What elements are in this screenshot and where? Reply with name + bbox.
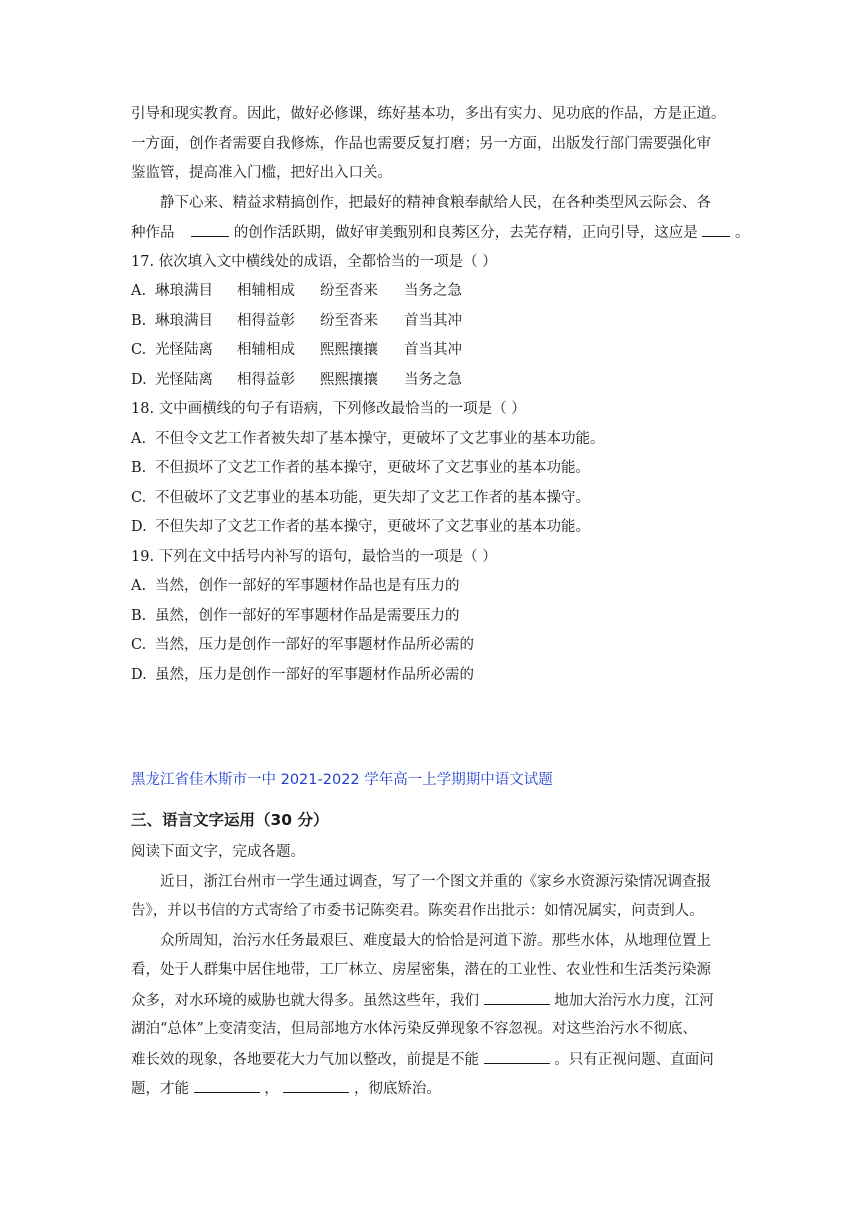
passage-line-with-blanks xyxy=(131,990,714,1011)
source-title-link[interactable]: 黑龙江省佳木斯市一中 2021-2022 学年高一上学期期中语文试题 xyxy=(131,772,553,788)
option-text: 不但损坏了文艺工作者的基本操守，更破坏了文艺事业的基本功能。 xyxy=(155,460,590,476)
question-17-option-c xyxy=(131,340,484,360)
section-heading: 三、语言文字运用（30 分） xyxy=(131,811,329,829)
question-18-stem: 18. 文中画横线的句子有语病，下列修改最恰当的一项是（ ） xyxy=(131,401,526,417)
question-18-option-d xyxy=(131,517,590,537)
question-18-option-a xyxy=(131,429,605,449)
passage-fragment: 地加大治污水力度，江河 xyxy=(554,993,714,1009)
question-19-option-a xyxy=(131,576,460,596)
passage-fragment: 种作品 xyxy=(131,225,175,241)
option-word: 相辅相成 xyxy=(237,283,295,299)
option-word: 相得益彰 xyxy=(237,313,295,329)
question-17-option-a xyxy=(131,281,484,301)
option-letter: A. xyxy=(131,283,147,299)
option-letter: D. xyxy=(131,372,147,388)
option-word: 纷至沓来 xyxy=(320,283,378,299)
option-text: 不但令文艺工作者被失却了基本操守，更破坏了文艺事业的基本功能。 xyxy=(155,431,605,447)
instruction-text: 阅读下面文字，完成各题。 xyxy=(131,844,305,860)
option-letter: C. xyxy=(131,637,147,653)
question-17-stem: 17. 依次填入文中横线处的成语，全都恰当的一项是（ ） xyxy=(131,254,497,270)
question-18-option-b xyxy=(131,458,590,478)
option-word: 琳琅满目 xyxy=(155,283,213,299)
option-letter: C. xyxy=(131,342,147,358)
option-word: 琳琅满目 xyxy=(155,313,213,329)
fill-blank xyxy=(283,1078,349,1093)
passage-line: 一方面，创作者需要自我修炼，作品也需要反复打磨；另一方面，出版发行部门需要强化审 xyxy=(131,136,711,152)
passage-line: 众所周知，治污水任务最艰巨、难度最大的恰恰是河道下游。那些水体，从地理位置上 xyxy=(160,933,711,949)
passage-fragment: 的创作活跃期，做好审美甄别和良莠区分，去芜存精，正向引导，这应是 xyxy=(233,225,698,241)
option-word: 熙熙攘攘 xyxy=(320,342,378,358)
option-word: 熙熙攘攘 xyxy=(320,372,378,388)
passage-fragment: 题，才能 xyxy=(131,1081,189,1097)
option-letter: A. xyxy=(131,578,147,594)
passage-line: 湖泊“总体”上变清变洁，但局部地方水体污染反弹现象不容忽视。对这些治污水不彻底、 xyxy=(131,1021,697,1037)
option-letter: C. xyxy=(131,490,147,506)
option-letter: B. xyxy=(131,608,147,624)
option-word: 纷至沓来 xyxy=(320,313,378,329)
passage-line: 看，处于人群集中居住地带，工厂林立、房屋密集，潜在的工业性、农业性和生活类污染源 xyxy=(131,962,711,978)
option-letter: D. xyxy=(131,667,147,683)
passage-line: 静下心来、精益求精搞创作，把最好的精神食粮奉献给人民，在各种类型风云际会、各 xyxy=(160,195,711,211)
option-text: 虽然，压力是创作一部好的军事题材作品所必需的 xyxy=(155,667,474,683)
option-word: 首当其冲 xyxy=(404,313,462,329)
option-word: 相得益彰 xyxy=(237,372,295,388)
fill-blank xyxy=(484,1049,550,1064)
option-letter: B. xyxy=(131,313,147,329)
option-letter: D. xyxy=(131,519,147,535)
question-17-option-b xyxy=(131,311,484,331)
passage-line: 引导和现实教育。因此，做好必修课，练好基本功，多出有实力、见功底的作品，方是正道。 xyxy=(131,106,726,122)
question-17-option-d xyxy=(131,370,484,390)
question-19-option-d xyxy=(131,665,474,685)
option-word: 当务之急 xyxy=(404,372,462,388)
passage-fragment: ，彻底矫治。 xyxy=(353,1081,441,1097)
option-word: 光怪陆离 xyxy=(155,342,213,358)
passage-line-with-blanks xyxy=(131,1049,714,1070)
option-word: 光怪陆离 xyxy=(155,372,213,388)
question-18-option-c xyxy=(131,488,590,508)
option-text: 当然，压力是创作一部好的军事题材作品所必需的 xyxy=(155,637,474,653)
question-19-option-c xyxy=(131,635,474,655)
fill-blank xyxy=(702,222,730,237)
passage-line: 近日，浙江台州市一学生通过调查，写了一个图文并重的《家乡水资源污染情况调查报 xyxy=(160,874,711,890)
option-text: 当然，创作一部好的军事题材作品也是有压力的 xyxy=(155,578,460,594)
passage-line: 告》，并以书信的方式寄给了市委书记陈奕君。陈奕君作出批示：如情况属实，问责到人。 xyxy=(131,903,704,919)
fill-blank xyxy=(194,1078,260,1093)
option-text: 虽然，创作一部好的军事题材作品是需要压力的 xyxy=(155,608,460,624)
option-word: 相辅相成 xyxy=(237,342,295,358)
passage-fragment: 众多，对水环境的威胁也就大得多。虽然这些年，我们 xyxy=(131,993,479,1009)
question-19-option-b xyxy=(131,606,460,626)
question-19-stem: 19. 下列在文中括号内补写的语句，最恰当的一项是（ ） xyxy=(131,549,497,565)
option-word: 当务之急 xyxy=(404,283,462,299)
fill-blank xyxy=(191,222,229,237)
passage-fragment: ， xyxy=(264,1081,279,1097)
option-letter: B. xyxy=(131,460,147,476)
option-word: 首当其冲 xyxy=(404,342,462,358)
passage-fragment: 。只有正视问题、直面问 xyxy=(554,1052,714,1068)
option-letter: A. xyxy=(131,431,147,447)
passage-line: 鉴监管，提高准入门槛，把好出入口关。 xyxy=(131,165,392,181)
passage-fragment: 。 xyxy=(734,225,750,241)
passage-line-with-blanks xyxy=(131,222,749,243)
passage-line-with-blanks xyxy=(131,1078,441,1099)
option-text: 不但破坏了文艺事业的基本功能，更失却了文艺工作者的基本操守。 xyxy=(155,490,590,506)
passage-fragment: 难长效的现象，各地要花大力气加以整改，前提是不能 xyxy=(131,1052,479,1068)
fill-blank xyxy=(484,990,550,1005)
option-text: 不但失却了文艺工作者的基本操守，更破坏了文艺事业的基本功能。 xyxy=(155,519,590,535)
